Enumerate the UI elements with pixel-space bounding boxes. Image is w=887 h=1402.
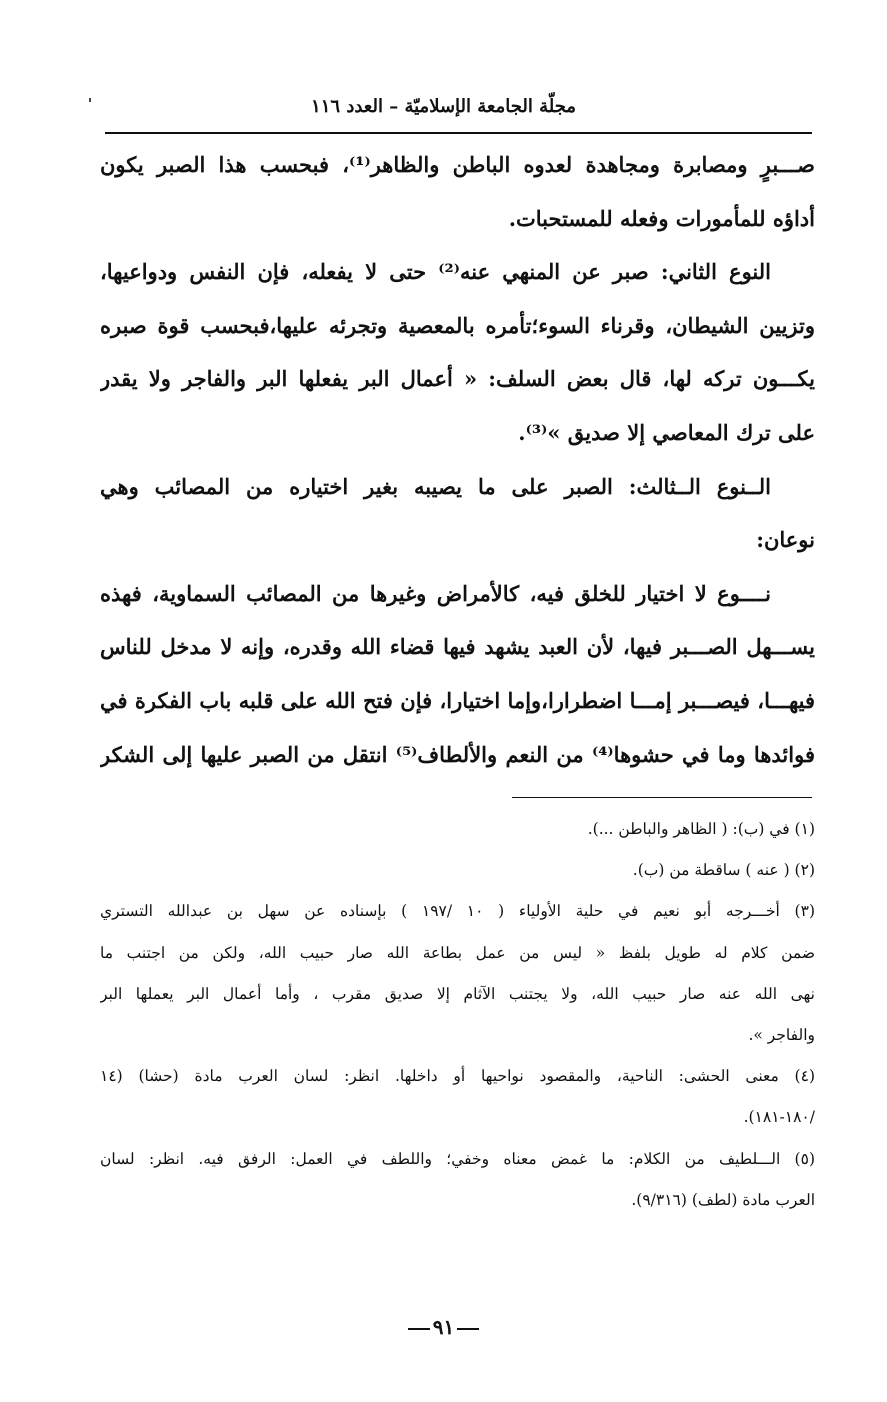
footnote-line: العرب مادة (لطف) (٩/٣١٦). [631,1190,815,1209]
page-number-dash-left [408,1328,430,1330]
main-text [100,138,815,781]
body-line: صـــبرٍ ومصابرة ومجاهدة لعدوه الباطن والظاهر⁽¹⁾، فبحسب هذا الصبر يكون [100,152,815,177]
running-header: مجلّة الجامعة الإسلاميّة – العدد ١١٦ [311,96,576,117]
header-rule [105,132,812,134]
footnote-separator [512,797,812,798]
body-line: على ترك المعاصي إلا صديق »⁽³⁾. [518,419,815,445]
body-line: نوعان: [756,527,815,553]
body-line: أداؤه للمأمورات وفعله للمستحبات. [508,205,815,231]
body-line: يكـــون تركه لها، قال بعض السلف: « أعمال البر يفعلها البر والفاجر ولا يقدر [100,366,815,392]
page-number-dash-right [457,1328,479,1330]
body-line: الــنوع الــثالث: الصبر على ما يصيبه بغير اختياره من المصائب وهي [100,473,771,499]
footnote-line: (١) في (ب): ( الظاهر والباطن ...). [587,820,815,838]
footnotes [100,809,815,1221]
footnote-line: نهى الله عنه صار حبيب الله، ولا يجتنب الآثام إلا صديق مقرب ، وأما أعمال البر يعملها البر [100,984,815,1003]
body-line: فوائدها وما في حشوها⁽⁴⁾ من النعم والألطاف⁽⁵⁾ انتقل من الصبر عليها إلى الشكر [100,741,815,767]
footnote-line: والفاجر ». [748,1025,815,1044]
footnote-line: (٥) الـــلطيف من الكلام: ما غمض معناه وخفي؛ واللطف في العمل: الرفق فيه. انظر: لسان [100,1149,815,1168]
body-line: فيهـــا، فيصـــبر إمـــا اضطرارا،وإما اختيارا، فإن فتح الله على قلبه باب الفكرة في [100,687,815,713]
page-number-value: ٩١ [432,1315,455,1339]
footnote-line: /١٨٠-١٨١). [743,1108,815,1127]
body-line: النوع الثاني: صبر عن المنهي عنه⁽²⁾ حتى لا يفعله، فإن النفس ودواعيها، [100,259,771,285]
body-line: يســـهل الصـــبر فيها، لأن العبد يشهد فيها قضاء الله وقدره، وإنه لا مدخل للناس [100,634,815,660]
footnote-line: (٢) ( عنه ) ساقطة من (ب). [632,861,815,880]
footnote-line: (٤) معنى الحشى: الناحية، والمقصود نواحيها أو داخلها. انظر: لسان العرب مادة (حشا) (١٤ [100,1067,815,1086]
body-line: وتزيين الشيطان، وقرناء السوء؛تأمره بالمعصية وتجرئه عليها،فبحسب قوة صبره [100,312,815,338]
page-number [0,1315,887,1339]
footnote-line: (٣) أخـــرجه أبو نعيم في حلية الأولياء ( ١٠ /١٩٧ ) بإسناده عن سهل بن عبدالله التستري [100,902,815,921]
body-line: نــــوع لا اختيار للخلق فيه، كالأمراض وغيرها من المصائب السماوية، فهذه [100,580,771,606]
footnote-line: ضمن كلام له طويل بلفظ « ليس من عمل بطاعة الله صار حبيب الله، ولكن من اجتنب ما [100,943,815,962]
scan-speck [89,98,91,102]
